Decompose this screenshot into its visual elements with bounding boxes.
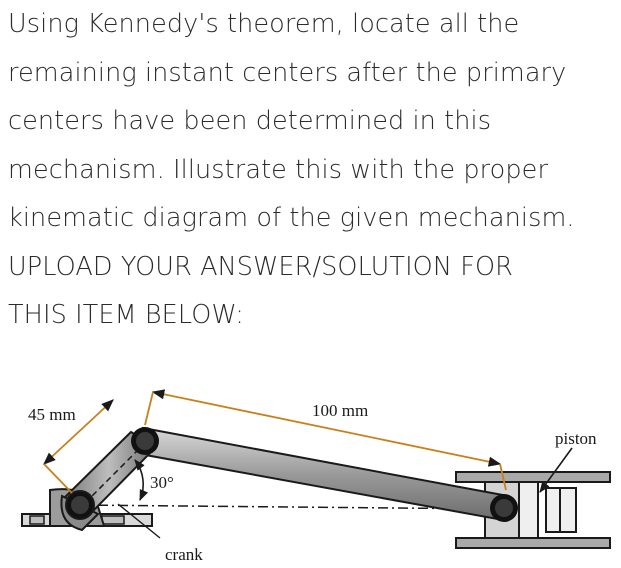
question-line-3: centers have been determined in this [8,106,492,136]
label-100mm: 100 mm [312,401,369,420]
question-text [8,0,618,340]
label-crank: crank [165,545,203,564]
question-line-1: Using Kennedy's theorem, locate all the [8,9,520,39]
question-line-7: THIS ITEM BELOW: [8,300,244,330]
question-line-4: mechanism. Illustrate this with the proper [8,154,549,185]
question-line-6: UPLOAD YOUR ANSWER/SOLUTION FOR [8,251,513,282]
question-line-5: kinematic diagram of the given mechanism. [8,203,575,233]
question-line-2: remaining instant centers after the primary [8,57,567,88]
crank-pivot-pin [66,491,94,519]
connecting-rod [140,428,508,520]
label-piston: piston [555,429,597,448]
label-45mm: 45 mm [28,405,76,424]
crankpin [131,427,159,455]
piston-pointer [540,448,572,492]
wrist-pin [490,494,518,522]
label-angle: 30° [150,473,174,492]
mechanism-figure [0,370,621,568]
